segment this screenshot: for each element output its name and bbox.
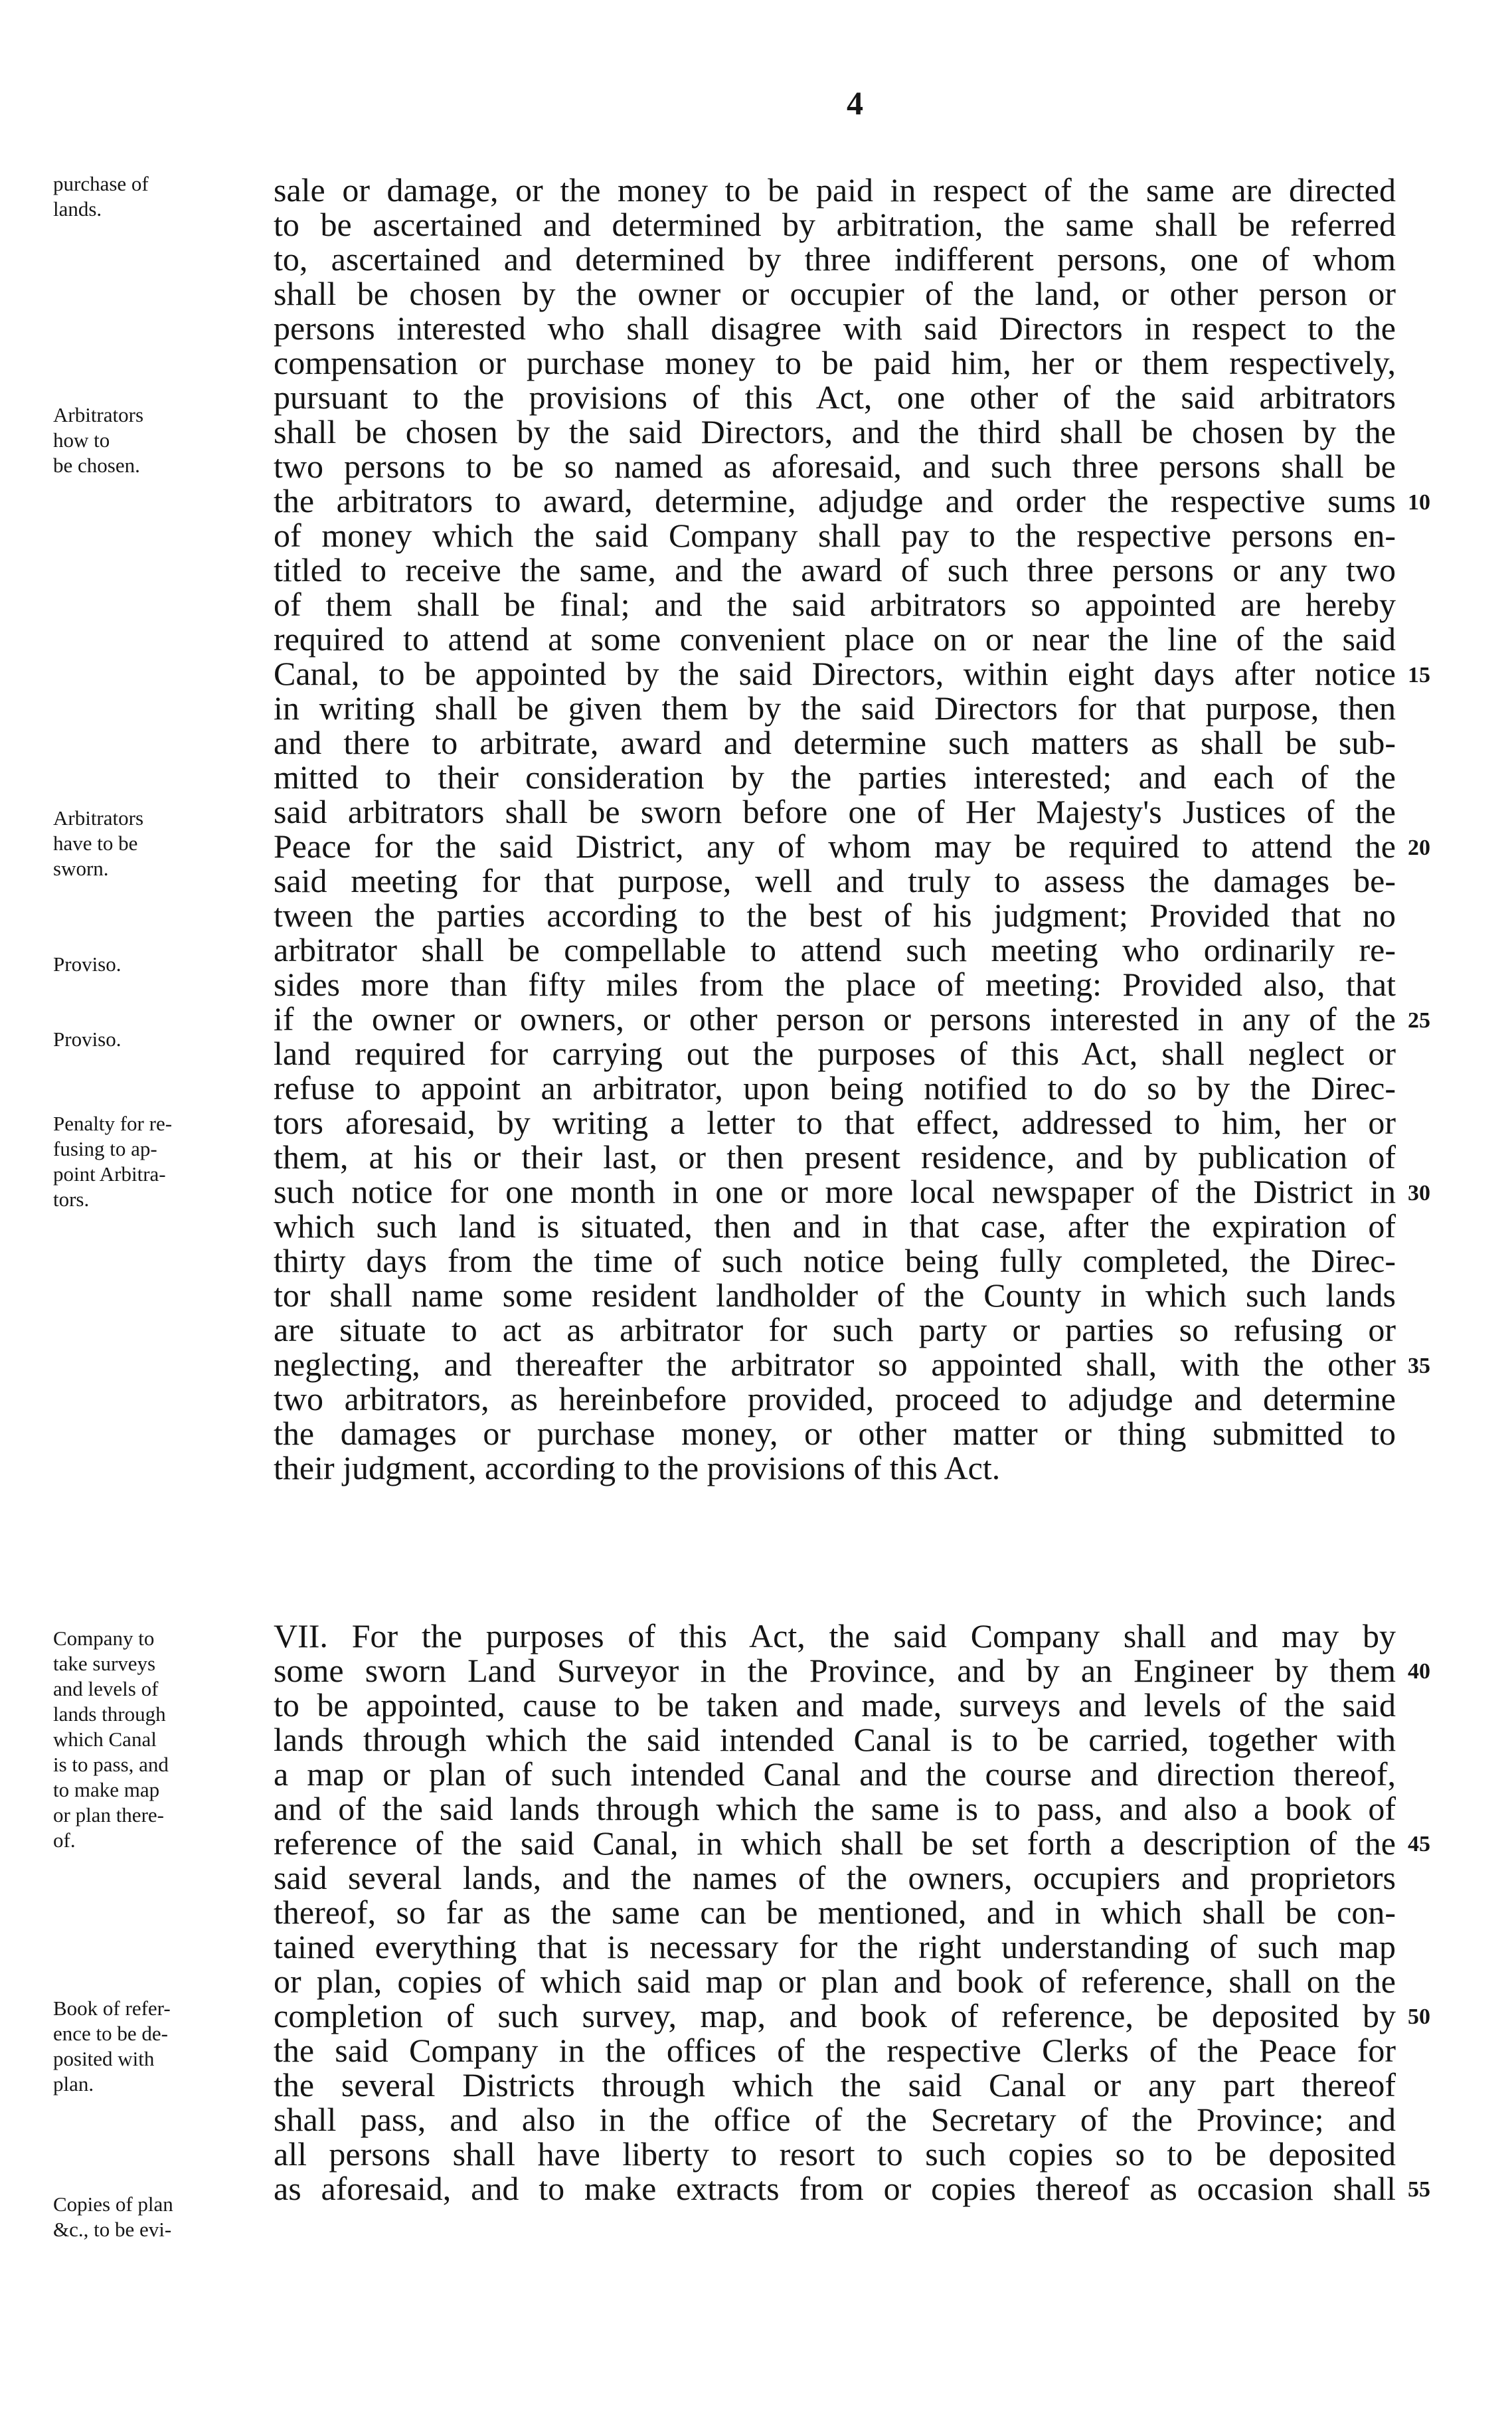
text-line: all persons shall have liberty to resort to such copies so to be deposited bbox=[274, 2135, 1396, 2173]
text-line: thirty days from the time of such notice being fully completed, the Direc- bbox=[274, 1242, 1396, 1279]
text-line: titled to receive the same, and the award of such three persons or any two bbox=[274, 551, 1396, 588]
text-line: them, at his or their last, or then present residence, and by publication of bbox=[274, 1138, 1396, 1176]
text-line: a map or plan of such intended Canal and the course and direction thereof, bbox=[274, 1755, 1396, 1793]
line-number: 10 bbox=[1408, 490, 1430, 515]
text-line: Peace for the said District, any of whom may be required to attend the bbox=[274, 828, 1396, 865]
line-number: 50 bbox=[1408, 2005, 1430, 2029]
text-line: the arbitrators to award, determine, adjudge and order the respective sums bbox=[274, 482, 1396, 519]
text-line: the several Districts through which the said Canal or any part thereof bbox=[274, 2066, 1396, 2103]
text-line: shall be chosen by the owner or occupier of the land, or other person or bbox=[274, 275, 1396, 312]
text-line: Canal, to be appointed by the said Directors, within eight days after notice bbox=[274, 655, 1396, 692]
line-number: 55 bbox=[1408, 2177, 1430, 2202]
text-line: mitted to their consideration by the parties interested; and each of the bbox=[274, 758, 1396, 796]
text-line: reference of the said Canal, in which shall be set forth a description of the bbox=[274, 1825, 1396, 1862]
line-number: 20 bbox=[1408, 836, 1430, 860]
text-line: such notice for one month in one or more local newspaper of the District in bbox=[274, 1173, 1396, 1210]
text-line: compensation or purchase money to be paid him, her or them respectively, bbox=[274, 344, 1396, 381]
text-line: and of the said lands through which the same is to pass, and also a book of bbox=[274, 1790, 1396, 1827]
text-line: refuse to appoint an arbitrator, upon being notified to do so by the Direc- bbox=[274, 1069, 1396, 1107]
margin-note-penalty: Penalty for re- fusing to ap- point Arbitra- tors. bbox=[53, 1112, 173, 1211]
line-number: 30 bbox=[1408, 1181, 1430, 1205]
margin-note-arbitrators-chosen: Arbitrators how to be chosen. bbox=[53, 403, 144, 477]
text-line: said arbitrators shall be sworn before one of Her Majesty's Justices of the bbox=[274, 793, 1396, 830]
text-line: of money which the said Company shall pay to the respective persons en- bbox=[274, 517, 1396, 554]
text-line: some sworn Land Surveyor in the Province, and by an Engineer by them bbox=[274, 1652, 1396, 1689]
margin-note-purchase: purchase of lands. bbox=[53, 172, 149, 221]
text-line: neglecting, and thereafter the arbitrator so appointed shall, with the other bbox=[274, 1346, 1396, 1383]
margin-note-book-of-reference: Book of refer- ence to be de- posited with plan. bbox=[53, 1997, 171, 2096]
text-line: to be appointed, cause to be taken and made, surveys and levels of the said bbox=[274, 1686, 1396, 1724]
text-line: to, ascertained and determined by three indifferent persons, one of whom bbox=[274, 240, 1396, 278]
text-line: the damages or purchase money, or other matter or thing submitted to bbox=[274, 1415, 1396, 1452]
text-line: tors aforesaid, by writing a letter to that effect, addressed to him, her or bbox=[274, 1104, 1396, 1141]
line-number: 35 bbox=[1408, 1354, 1430, 1378]
text-line: tor shall name some resident landholder of the County in which such lands bbox=[274, 1277, 1396, 1314]
text-line: land required for carrying out the purposes of this Act, shall neglect or bbox=[274, 1035, 1396, 1072]
text-line: two persons to be so named as aforesaid, and such three persons shall be bbox=[274, 448, 1396, 485]
page-number: 4 bbox=[847, 84, 863, 122]
text-line: sale or damage, or the money to be paid in respect of the same are directed bbox=[274, 171, 1396, 209]
text-line: said several lands, and the names of the owners, occupiers and proprietors bbox=[274, 1859, 1396, 1896]
line-number: 45 bbox=[1408, 1832, 1430, 1856]
text-line: their judgment, according to the provisions of this Act. bbox=[274, 1449, 1001, 1486]
text-line: thereof, so far as the same can be mentioned, and in which shall be con- bbox=[274, 1894, 1396, 1931]
line-number: 40 bbox=[1408, 1659, 1430, 1684]
text-line: and there to arbitrate, award and determine such matters as shall be sub- bbox=[274, 724, 1396, 761]
text-line: shall be chosen by the said Directors, and the third shall be chosen by the bbox=[274, 413, 1396, 450]
text-line: which such land is situated, then and in that case, after the expiration of bbox=[274, 1207, 1396, 1245]
text-line: completion of such survey, map, and book of reference, be deposited by bbox=[274, 1997, 1396, 2034]
text-line: required to attend at some convenient place on or near the line of the said bbox=[274, 620, 1396, 658]
text-line: said meeting for that purpose, well and truly to assess the damages be- bbox=[274, 862, 1396, 899]
text-line: lands through which the said intended Canal is to be carried, together with bbox=[274, 1721, 1396, 1758]
text-line: to be ascertained and determined by arbitration, the same shall be referred bbox=[274, 206, 1396, 243]
text-line: arbitrator shall be compellable to attend such meeting who ordinarily re- bbox=[274, 931, 1396, 968]
margin-note-copies: Copies of plan &c., to be evi- bbox=[53, 2192, 173, 2241]
line-number: 25 bbox=[1408, 1008, 1430, 1033]
line-number: 15 bbox=[1408, 663, 1430, 687]
text-line: tween the parties according to the best of his judgment; Provided that no bbox=[274, 897, 1396, 934]
text-line: or plan, copies of which said map or plan and book of reference, shall on the bbox=[274, 1963, 1396, 2000]
margin-note-surveys: Company to take surveys and levels of lands through which Canal is to pass, and to make map or plan there- of. bbox=[53, 1627, 169, 1852]
margin-note-arbitrators-sworn: Arbitrators have to be sworn. bbox=[53, 806, 144, 880]
text-line: tained everything that is necessary for the right understanding of such map bbox=[274, 1928, 1396, 1965]
text-line: persons interested who shall disagree with said Directors in respect to the bbox=[274, 310, 1396, 347]
text-line: are situate to act as arbitrator for such party or parties so refusing or bbox=[274, 1311, 1396, 1348]
text-line: pursuant to the provisions of this Act, one other of the said arbitrators bbox=[274, 379, 1396, 416]
text-line: shall pass, and also in the office of the Secretary of the Province; and bbox=[274, 2101, 1396, 2138]
margin-note-proviso-2: Proviso. bbox=[53, 1027, 122, 1051]
text-line: of them shall be final; and the said arbitrators so appointed are hereby bbox=[274, 586, 1396, 623]
text-line: if the owner or owners, or other person or persons interested in any of the bbox=[274, 1000, 1396, 1037]
text-line: in writing shall be given them by the said Directors for that purpose, then bbox=[274, 689, 1396, 727]
text-line: as aforesaid, and to make extracts from or copies thereof as occasion shall bbox=[274, 2170, 1396, 2207]
text-line: sides more than fifty miles from the place of meeting: Provided also, that bbox=[274, 966, 1396, 1003]
text-line: the said Company in the offices of the respective Clerks of the Peace for bbox=[274, 2032, 1396, 2069]
text-line: two arbitrators, as hereinbefore provided, proceed to adjudge and determine bbox=[274, 1380, 1396, 1417]
margin-note-proviso-1: Proviso. bbox=[53, 952, 122, 976]
text-line: VII. For the purposes of this Act, the said Company shall and may by bbox=[274, 1617, 1396, 1654]
